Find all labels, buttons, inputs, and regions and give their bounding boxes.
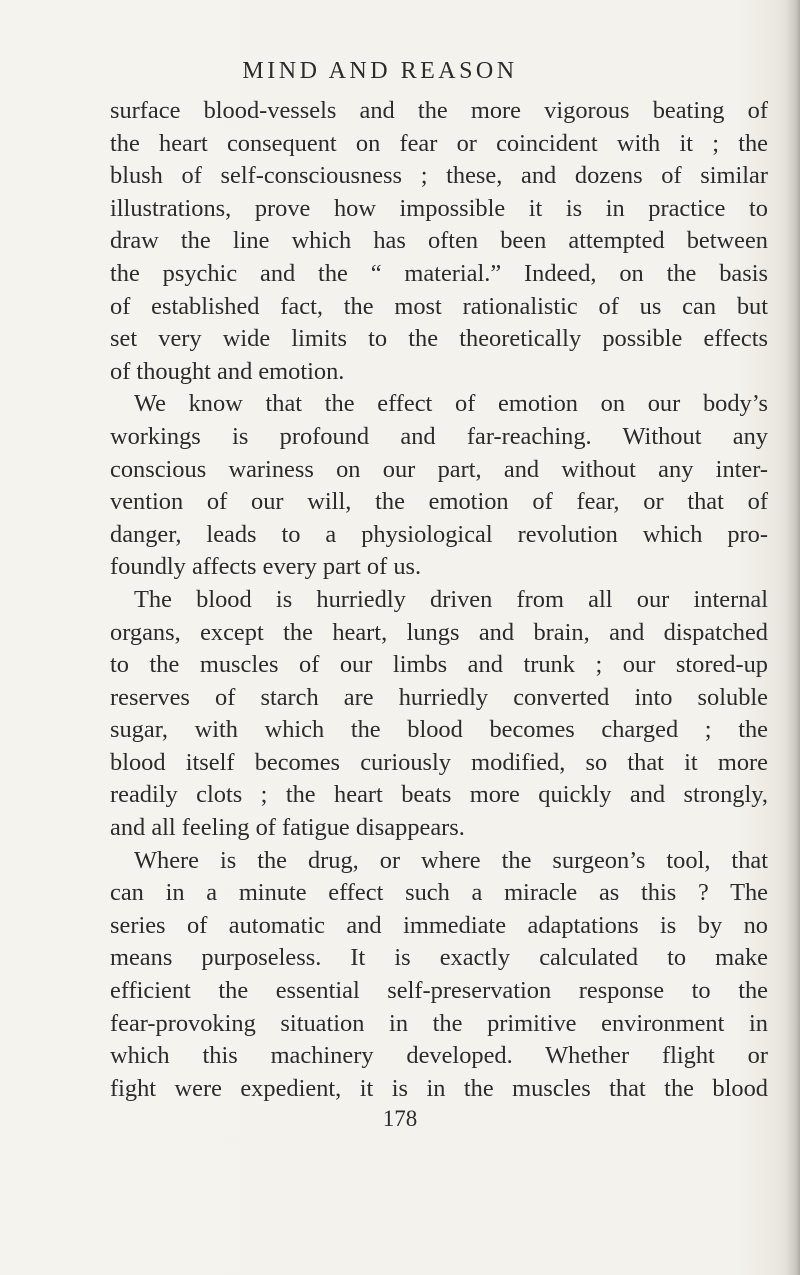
text-line: conscious wariness on our part, and without any inter- <box>110 455 768 483</box>
text-line: series of automatic and immediate adaptations is by no <box>110 911 768 939</box>
text-line: fight were expedient, it is in the muscles that the blood <box>110 1074 768 1102</box>
page-number: 178 <box>382 1106 418 1131</box>
running-head: MIND AND REASON <box>242 58 518 84</box>
text-line: sugar, with which the blood becomes charged ; the <box>110 716 768 744</box>
text-line: to the muscles of our limbs and trunk ; our stored-up <box>110 651 768 679</box>
text-line: Where is the drug, or where the surgeon’s tool, that <box>134 846 768 874</box>
text-line: blood itself becomes curiously modified, so that it more <box>110 748 768 776</box>
text-line: workings is profound and far-reaching. Without any <box>110 422 768 450</box>
text-line: the psychic and the “ material.” Indeed, on the basis <box>110 259 768 287</box>
text-line: the heart consequent on fear or coincident with it ; the <box>110 129 768 157</box>
text-line: We know that the effect of emotion on our body’s <box>134 390 768 418</box>
text-line: organs, except the heart, lungs and brain, and dispatched <box>110 618 768 646</box>
text-line: of thought and emotion. <box>110 357 345 385</box>
text-line: and all feeling of fatigue disappears. <box>110 814 465 842</box>
text-line: draw the line which has often been attempted between <box>110 227 768 255</box>
text-line: means purposeless. It is exactly calculated to make <box>110 944 768 972</box>
text-line: surface blood-vessels and the more vigorous beating of <box>110 97 768 124</box>
text-line: can in a minute effect such a miracle as this ? The <box>110 879 768 907</box>
text-line: which this machinery developed. Whether flight or <box>110 1042 768 1070</box>
body-text <box>110 95 768 1105</box>
text-line: reserves of starch are hurriedly converted into soluble <box>110 683 768 711</box>
text-line: blush of self-consciousness ; these, and dozens of similar <box>110 162 768 190</box>
text-line: foundly affects every part of us. <box>110 553 422 581</box>
text-line: fear-provoking situation in the primitive environment in <box>110 1009 768 1037</box>
text-line: illustrations, prove how impossible it is in practice to <box>110 194 768 222</box>
text-line: of established fact, the most rationalistic of us can but <box>110 292 768 320</box>
text-lines <box>110 95 768 1105</box>
text-line: The blood is hurriedly driven from all our internal <box>134 585 768 613</box>
text-line: set very wide limits to the theoretically possible effects <box>110 325 768 353</box>
text-line: danger, leads to a physiological revolution which pro- <box>110 520 768 548</box>
page-edge-shadow <box>786 0 800 1275</box>
text-line: readily clots ; the heart beats more quickly and strongly, <box>110 781 768 809</box>
text-line: efficient the essential self-preservation response to the <box>110 977 768 1005</box>
text-line: vention of our will, the emotion of fear, or that of <box>110 488 768 516</box>
